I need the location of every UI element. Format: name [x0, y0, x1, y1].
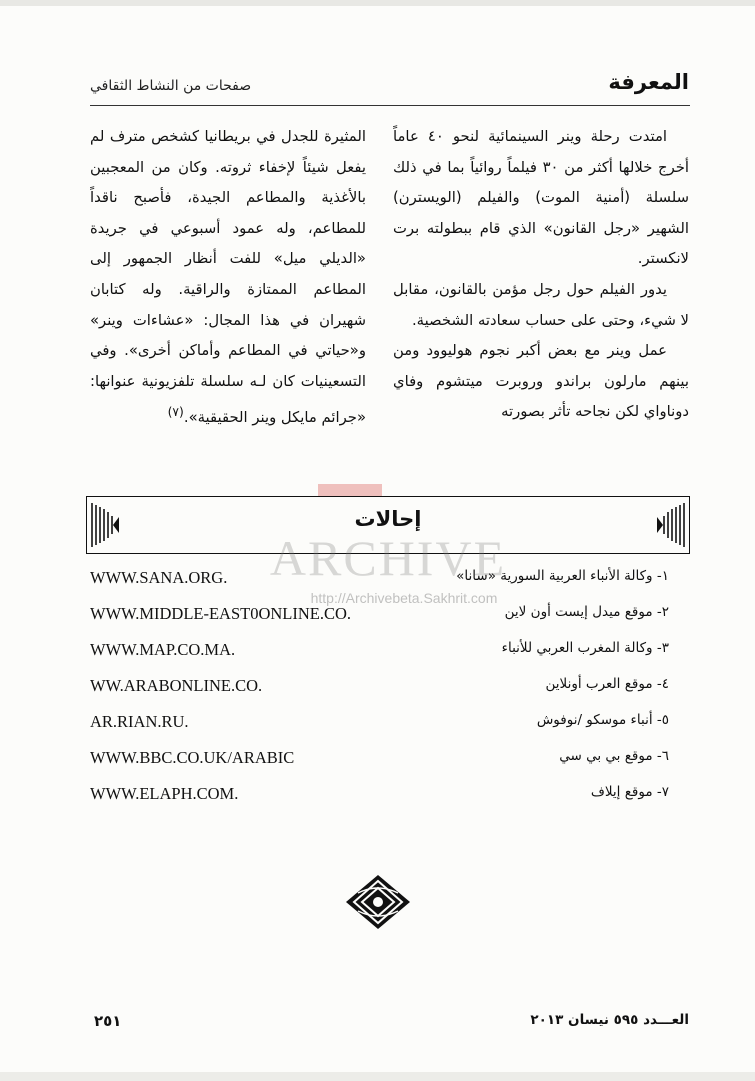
footnote-marker: (٧)	[167, 405, 184, 420]
reference-name: ٣- وكالة المغرب العربي للأنباء	[501, 640, 669, 656]
article-column-left	[90, 122, 366, 492]
scan-edge-bottom	[0, 1072, 755, 1081]
reference-name: ١- وكالة الأنباء العربية السورية «سانا»	[456, 568, 669, 584]
article-paragraph: امتدت رحلة وينر السينمائية لنحو ٤٠ عاماً أخرج خلالها أكثر من ٣٠ فيلماً روائياً بما في ذلك سلسلة (أمنية الموت) والفيلم (الويسترن) الشهير «رجل القانون» الذي قام ببطولته برت لانكستر.	[393, 128, 689, 268]
reference-item	[0, 568, 755, 594]
watermark-text: ARCHIVE	[269, 530, 507, 586]
reference-item	[0, 712, 755, 738]
article-text: المثيرة للجدل في بريطانيا كشخص مترف لم يفعل شيئاً لإخفاء ثروته. وكان من المعجبين بالأغذية والمطاعم الجيدة، فأصبح ناقداً للمطاعم، وله عمود أسبوعي في جريدة «الديلي ميل» للفت أنظار الجمهور إلى المطاعم الممتازة والراقية. وله كتابان شهيران في هذا المجال: «عشاءات وينر» و«حياتي في المطاعم وأماكن أخرى». وفي التسعينيات كان لـه سلسلة تلفزيونية عنوانها: «جرائم مايكل وينر الحقيقية».	[90, 128, 366, 427]
reference-url: AR.RIAN.RU.	[90, 712, 189, 731]
end-ornament-icon	[344, 873, 412, 931]
reference-url: WW.ARABONLINE.CO.	[90, 676, 263, 695]
reference-url: WWW.ELAPH.COM.	[90, 784, 239, 803]
reference-name: ٧- موقع إيلاف	[590, 784, 669, 800]
article-paragraph: يدور الفيلم حول رجل مؤمن بالقانون، مقابل لا شيء، وحتى على حساب سعادته الشخصية.	[393, 280, 689, 329]
reference-name: ٥- أنباء موسكو /نوفوش	[536, 712, 669, 728]
reference-item	[0, 676, 755, 702]
article-paragraph	[90, 122, 366, 434]
watermark-url: http://Archivebeta.Sakhrit.com	[310, 590, 498, 606]
ornament-right-icon	[657, 499, 687, 551]
reference-item	[0, 604, 755, 630]
reference-url: WWW.MIDDLE-EAST0ONLINE.CO.	[90, 604, 352, 623]
header-rule	[90, 105, 690, 106]
scan-edge-top	[0, 0, 755, 6]
reference-url: WWW.SANA.ORG.	[90, 568, 228, 587]
reference-name: ٤- موقع العرب أونلاين	[545, 676, 669, 692]
magazine-logo: المعرفة	[608, 70, 689, 94]
reference-item	[0, 640, 755, 666]
references-heading: إحالات	[354, 507, 422, 531]
reference-name: ٦- موقع بي بي سي	[559, 748, 669, 764]
reference-item	[0, 784, 755, 810]
reference-item	[0, 748, 755, 774]
reference-name: ٢- موقع ميدل إيست أون لاين	[504, 604, 669, 620]
article-column-right	[393, 122, 689, 492]
page-number: ٢٥١	[94, 1012, 122, 1030]
reference-url: WWW.MAP.CO.MA.	[90, 640, 236, 659]
article-paragraph: عمل وينر مع بعض أكبر نجوم هوليوود ومن بينهم مارلون براندو وروبرت ميتشوم وفاي دوناواي لكن نجاحه تأثر بصورته	[393, 342, 689, 421]
section-title: صفحات من النشاط الثقافي	[90, 78, 252, 94]
issue-info: العـــدد ٥٩٥ نيسان ٢٠١٣	[530, 1012, 689, 1028]
reference-url: WWW.BBC.CO.UK/ARABIC	[90, 748, 295, 767]
